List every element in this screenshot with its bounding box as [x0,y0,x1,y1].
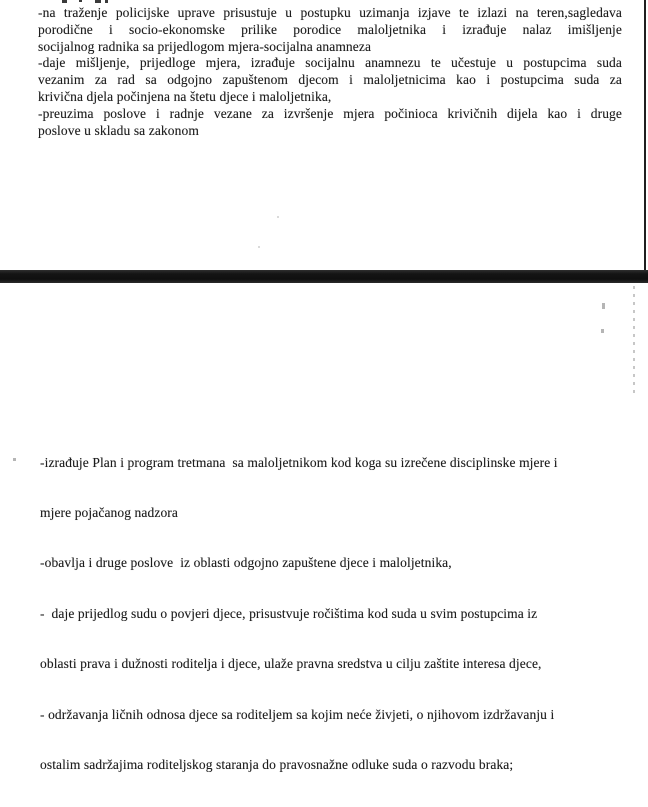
clipped-text-fragment [79,0,82,2]
text-line: - održavanja ličnih odnosa djece sa roditeljem sa kojim neće živjeti, o njihovom izdržavanju i [40,706,555,722]
scan-speckle-artifact-line [633,286,635,398]
text-line: poslove u skladu sa zakonom [38,122,199,138]
text-line: -daje mišljenje, prijedloge mjera, izrađuje socijalnu anamnezu te učestuje u postupcima suda [38,55,622,71]
text-line: socijalnog radnika sa prijedlogom mjera-socijalna anamneza [38,38,372,54]
clipped-text-fragment [105,0,108,3]
scan-speck [277,216,279,218]
text-line: -na traženje policijske uprave prisustuje u postupku uzimanja izjave te izlazi na teren,sagledava [38,5,622,20]
scan-speck [602,303,605,309]
text-line: -preuzima poslove i radnje vezane za izvršenje mjera počinioca krivičnih dijela kao i druge [38,105,622,121]
text-line: mjere pojačanog nadzora [40,504,178,520]
scan-edge-artifact-line [644,0,646,283]
scan-speck [13,458,16,461]
text-line: -izrađuje Plan i program tretmana sa maloljetnikom kod koga su izrečene disciplinske mjere i [40,454,558,470]
text-line: - daje prijedlog sudu o povjeri djece, prisustvuje ročištima kod suda u svim postupcima iz [40,605,538,621]
text-line: -obavlja i druge poslove iz oblasti odgojno zapuštene djece i maloljetnika, [40,555,452,571]
text-line: vezanim za rad sa odgojno zapuštenom djecom i maloljetnicima kao i postupcima suda za [38,72,622,88]
text-line: krivična djela počinjena na štetu djece i maloljetnika, [38,88,332,104]
scan-speck [601,329,604,333]
clipped-text-fragment [62,0,67,3]
text-line: porodične i socio-ekonomske prilike porodice maloljetnika i izrađuje nalaz imišljenje [38,21,622,37]
text-line: ostalim sadržajima roditeljskog staranja do pravosnažne odluke suda o razvodu braka; [40,756,514,772]
paragraph-block-page1 [38,5,622,139]
paragraph-block-page2 [40,421,640,807]
page-break-bar [0,270,648,283]
scan-speck [258,246,260,248]
text-line: oblasti prava i dužnosti roditelja i djece, ulaže pravna sredstva u cilju zaštite interesa djece, [40,656,542,672]
clipped-text-fragment [95,0,101,3]
